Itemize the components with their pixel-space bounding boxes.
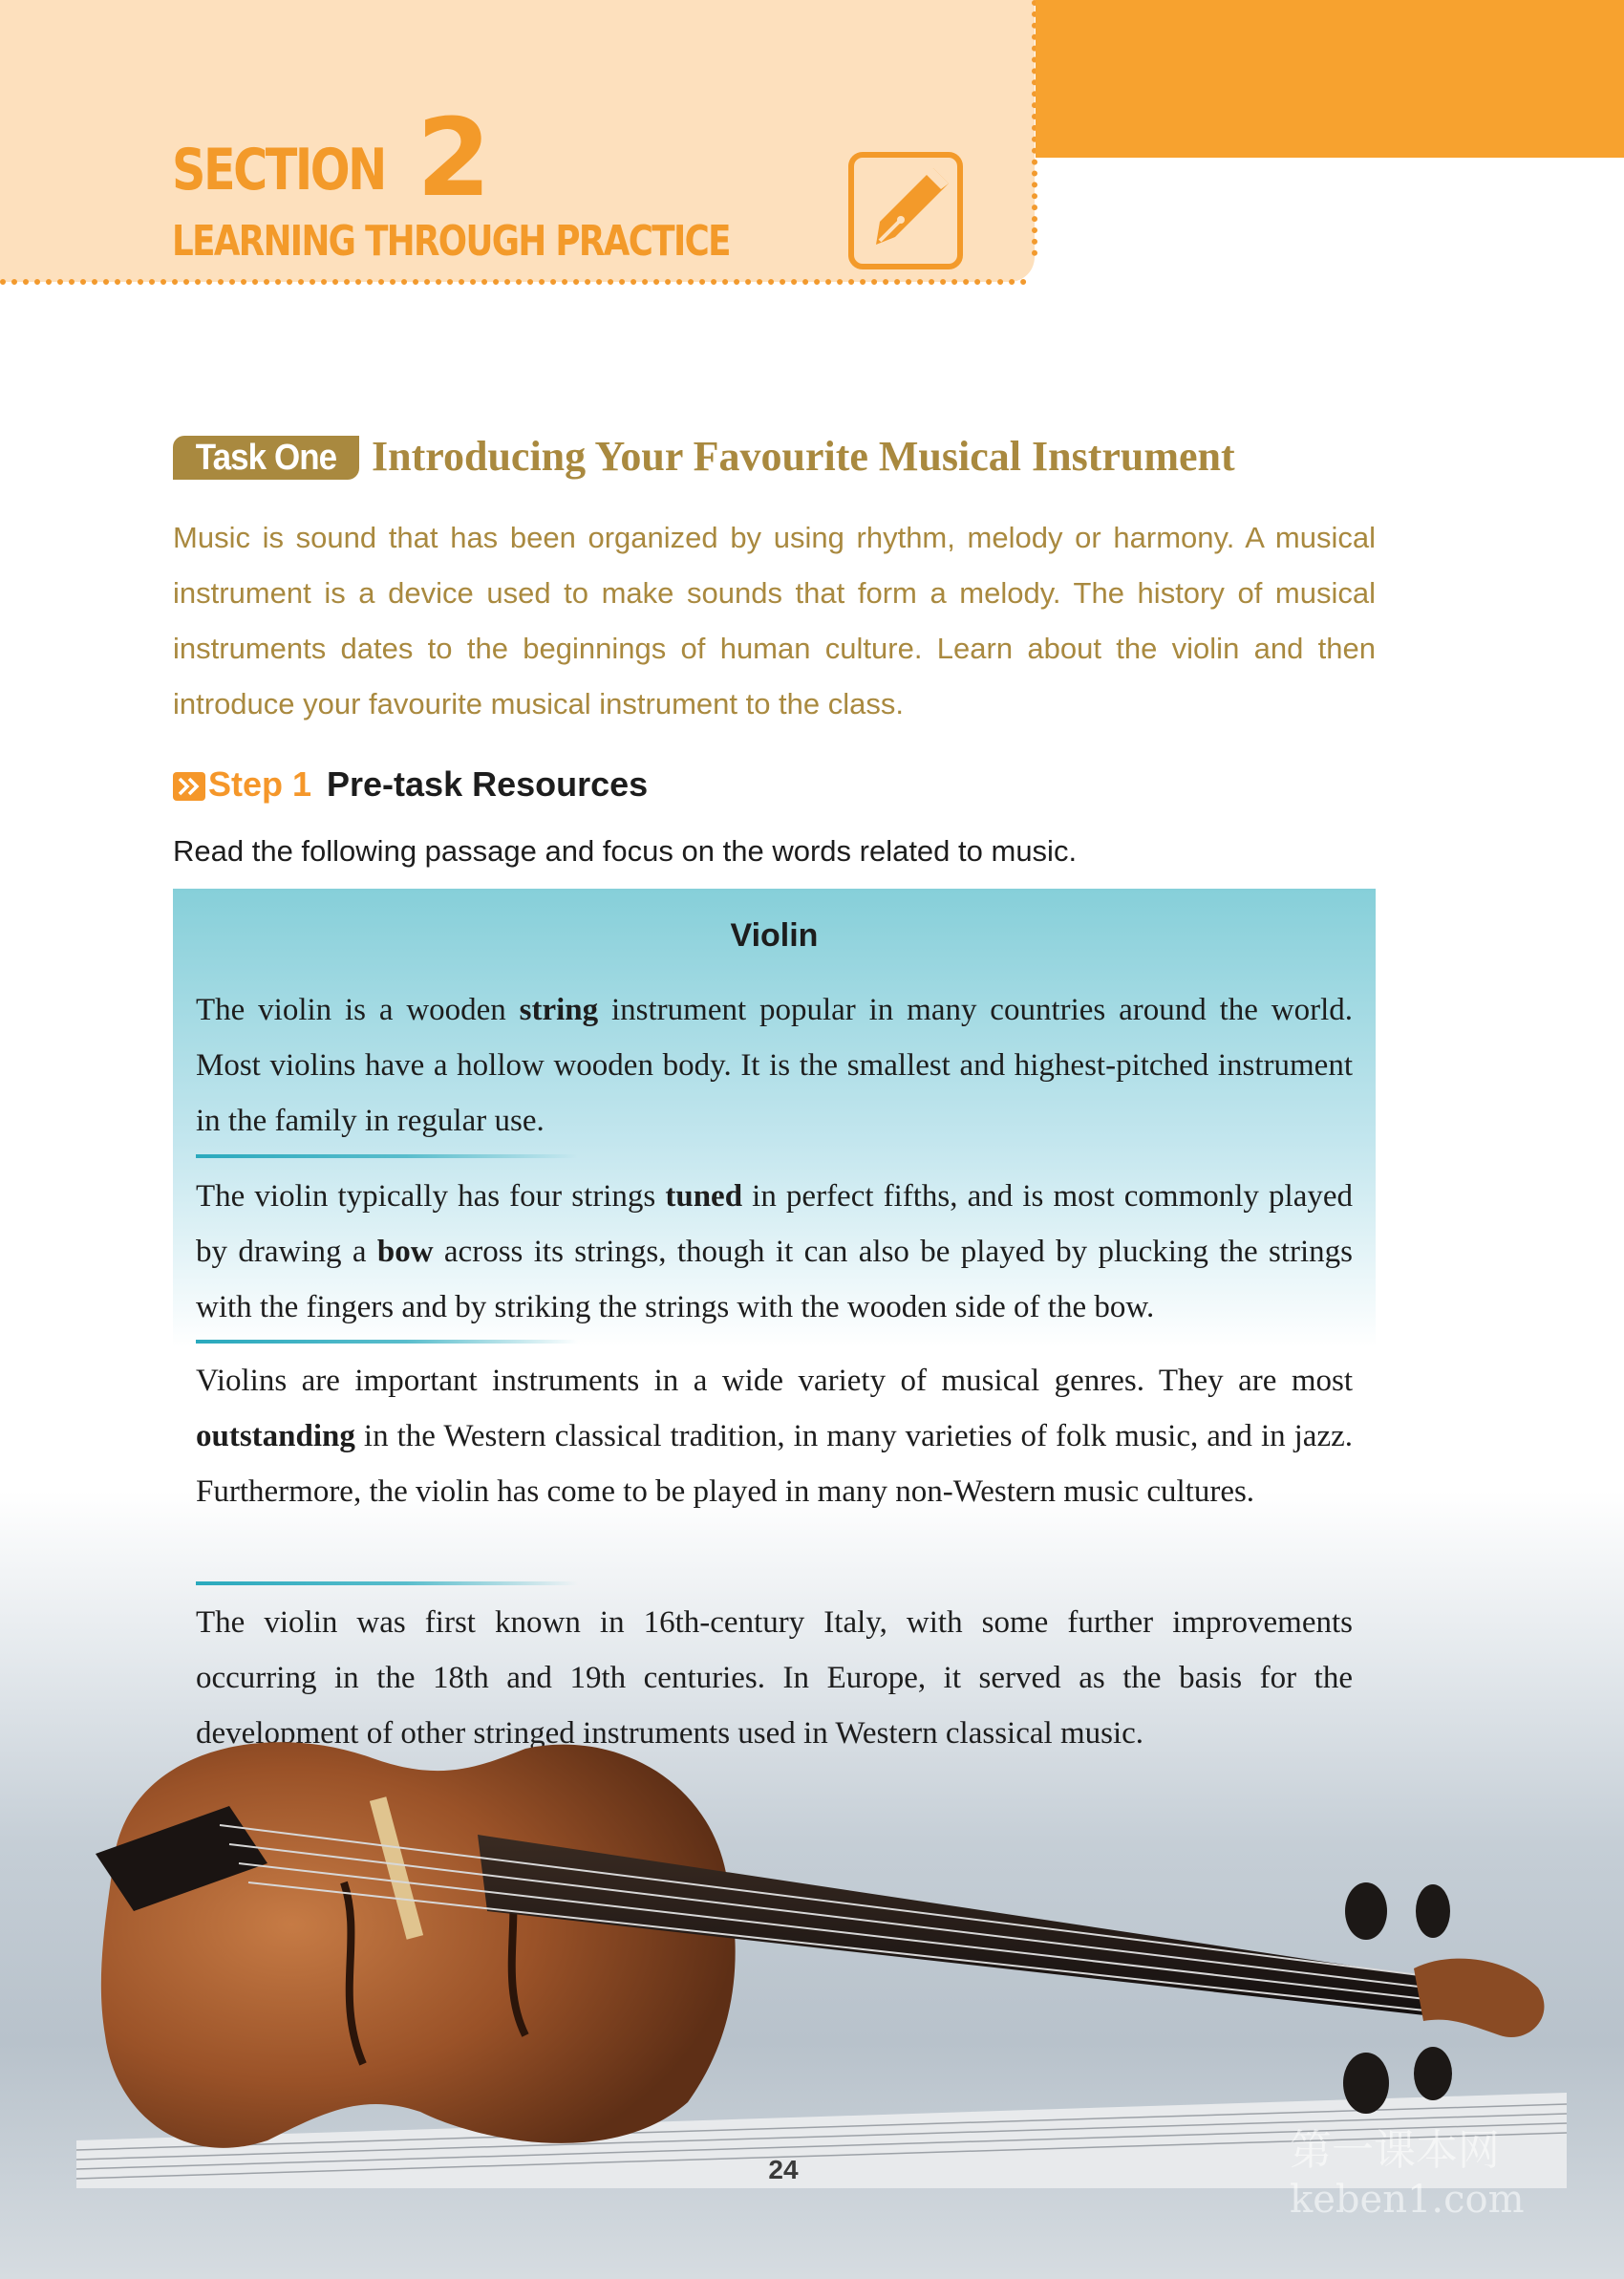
paragraph-divider xyxy=(196,1581,578,1585)
text-run: The violin typically has four strings xyxy=(196,1179,666,1214)
reading-paragraph-4: The violin was first known in 16th-century Italy, with some further improvements occurring in the 18th and 19th centuries. In Europe, it served as the basis for the development of other stringed instruments used in Western classical music. xyxy=(196,1605,1353,1751)
keyword-bow: bow xyxy=(376,1235,434,1269)
paragraph-divider xyxy=(196,1340,578,1344)
paragraph-divider xyxy=(196,1154,578,1158)
reading-paragraph-2 xyxy=(196,1169,1353,1335)
page-number: 24 xyxy=(768,2155,799,2184)
step-instruction: Read the following passage and focus on the words related to music. xyxy=(173,834,1078,868)
text-run: in perfect fifths, and is most commonly played by drawing a xyxy=(196,1179,1353,1269)
text-run: The violin is a wooden xyxy=(196,993,520,1027)
section-number: 2 xyxy=(417,97,491,221)
text-run: Violins are important instruments in a wide variety of musical genres. They are most xyxy=(196,1364,1353,1398)
task-intro-paragraph: Music is sound that has been organized by using rhythm, melody or harmony. A musical instrument is a device used to make sounds that form a melody. The history of musical instruments dates to the beginnings of human culture. Learn about the violin and then introduce your favourite musical instrument to the class. xyxy=(173,521,1376,720)
step-title: Pre-task Resources xyxy=(327,764,649,804)
reading-paragraph-1 xyxy=(196,982,1353,1149)
reading-paragraph-3 xyxy=(196,1353,1353,1519)
task-title: Introducing Your Favourite Musical Instrument xyxy=(372,433,1235,480)
header-orange-block xyxy=(1036,0,1624,158)
keyword-outstanding: outstanding xyxy=(196,1419,355,1453)
violin-illustration xyxy=(76,1691,1567,2188)
reading-title: Violin xyxy=(730,917,819,954)
header-dotted-border xyxy=(0,279,1027,285)
text-run: across its strings, though it can also be played by plucking the strings with the fingers and by striking the strings with the wooden side of the bow. xyxy=(196,1235,1353,1324)
task-badge-label: Task One xyxy=(195,437,337,478)
keyword-string: string xyxy=(519,993,599,1027)
pen-nib-icon xyxy=(847,151,964,270)
step-number: Step 1 xyxy=(208,764,312,804)
watermark xyxy=(1280,2117,1548,2222)
text-run: instrument popular in many countries around the world. Most violins have a hollow wooden body. It is the smallest and highest-pitched instrument in the family in regular use. xyxy=(196,993,1353,1138)
watermark-line-1: 第一课本网 xyxy=(1290,2126,1500,2175)
double-chevron-icon xyxy=(173,772,205,801)
text-run: in the Western classical tradition, in many varieties of folk music, and in jazz. Furthermore, the violin has come to be played in many non-Western music cultures. xyxy=(196,1419,1353,1509)
section-label: SECTION xyxy=(172,137,385,204)
watermark-line-2: keben1.com xyxy=(1290,2178,1525,2222)
keyword-tuned: tuned xyxy=(665,1179,743,1214)
section-subtitle: LEARNING THROUGH PRACTICE xyxy=(172,217,730,266)
